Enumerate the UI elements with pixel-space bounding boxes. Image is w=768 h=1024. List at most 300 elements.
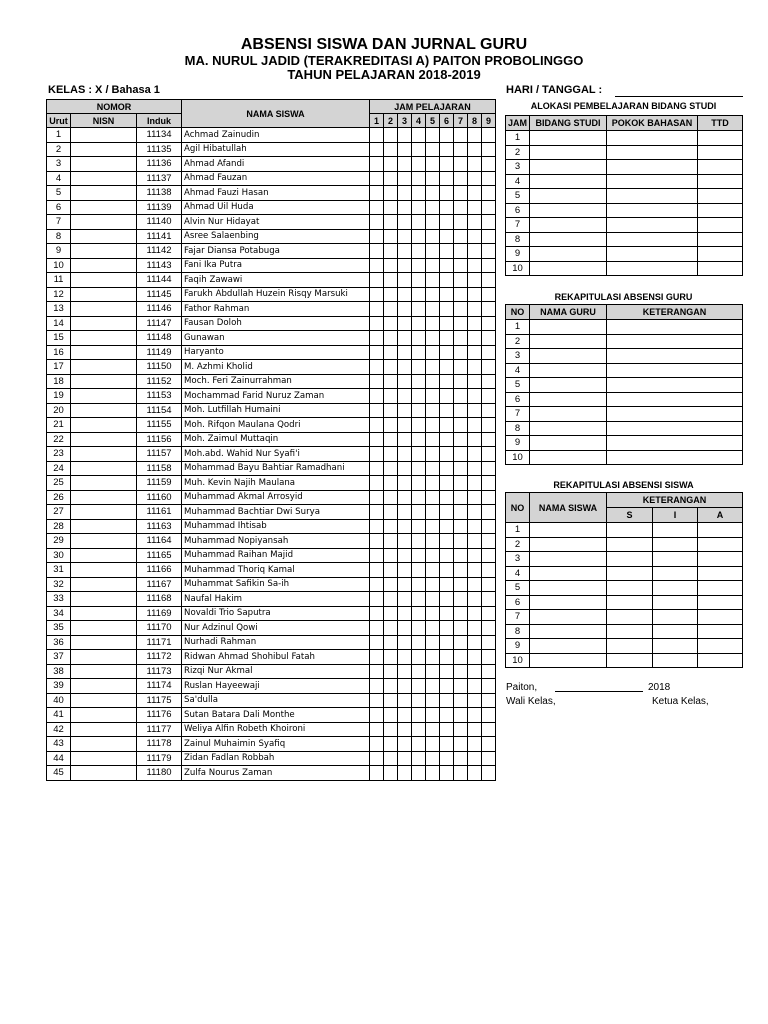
- attendance-cell: [370, 722, 384, 737]
- attendance-cell: [454, 635, 468, 650]
- row-number: 1: [506, 320, 530, 335]
- attendance-cell: [384, 693, 398, 708]
- empty-cell: [530, 334, 607, 349]
- table-row: [506, 378, 743, 393]
- attendance-cell: [370, 447, 384, 462]
- table-row: [506, 320, 743, 335]
- attendance-cell: [454, 737, 468, 752]
- attendance-cell: [468, 418, 482, 433]
- nisn-cell: [71, 258, 137, 273]
- induk-cell: 11150: [137, 360, 182, 375]
- empty-cell: [607, 581, 653, 596]
- induk-cell: 11169: [137, 606, 182, 621]
- attendance-cell: [412, 331, 426, 346]
- table-row: [47, 142, 496, 157]
- empty-cell: [530, 566, 607, 581]
- attendance-cell: [440, 186, 454, 201]
- empty-cell: [530, 624, 607, 639]
- attendance-cell: [412, 302, 426, 317]
- attendance-cell: [398, 708, 412, 723]
- attendance-cell: [412, 389, 426, 404]
- attendance-cell: [370, 592, 384, 607]
- attendance-cell: [370, 287, 384, 302]
- attendance-cell: [398, 737, 412, 752]
- attendance-cell: [384, 215, 398, 230]
- attendance-cell: [412, 563, 426, 578]
- attendance-cell: [384, 476, 398, 491]
- induk-cell: 11164: [137, 534, 182, 549]
- empty-cell: [698, 160, 743, 175]
- attendance-cell: [440, 679, 454, 694]
- row-number: 2: [506, 334, 530, 349]
- attendance-cell: [412, 360, 426, 375]
- attendance-cell: [370, 432, 384, 447]
- row-number: 3: [506, 160, 530, 175]
- nisn-cell: [71, 664, 137, 679]
- nisn-cell: [71, 360, 137, 375]
- induk-cell: 11137: [137, 171, 182, 186]
- attendance-cell: [454, 403, 468, 418]
- induk-cell: 11166: [137, 563, 182, 578]
- empty-cell: [607, 523, 653, 538]
- table-row: [47, 244, 496, 259]
- attendance-cell: [412, 679, 426, 694]
- nisn-cell: [71, 418, 137, 433]
- student-name-cell: Rizqi Nur Akmal: [182, 664, 370, 679]
- table-row: [47, 389, 496, 404]
- attendance-cell: [454, 360, 468, 375]
- empty-cell: [530, 450, 607, 465]
- attendance-cell: [384, 708, 398, 723]
- nisn-cell: [71, 171, 137, 186]
- attendance-cell: [454, 171, 468, 186]
- attendance-cell: [398, 200, 412, 215]
- table-row: [506, 450, 743, 465]
- nisn-cell: [71, 432, 137, 447]
- urut-cell: 21: [47, 418, 71, 433]
- induk-cell: 11147: [137, 316, 182, 331]
- attendance-cell: [454, 461, 468, 476]
- attendance-cell: [412, 577, 426, 592]
- empty-cell: [607, 624, 653, 639]
- attendance-cell: [468, 273, 482, 288]
- attendance-cell: [426, 389, 440, 404]
- nisn-cell: [71, 244, 137, 259]
- urut-cell: 16: [47, 345, 71, 360]
- table-row: [506, 349, 743, 364]
- attendance-cell: [454, 186, 468, 201]
- table-row: [506, 566, 743, 581]
- student-name-cell: Ahmad Fauzi Hasan: [182, 186, 370, 201]
- table-row: [47, 534, 496, 549]
- attendance-cell: [384, 737, 398, 752]
- nisn-cell: [71, 142, 137, 157]
- urut-cell: 25: [47, 476, 71, 491]
- rekap-siswa-table: [505, 492, 743, 668]
- row-number: 9: [506, 247, 530, 262]
- urut-cell: 30: [47, 548, 71, 563]
- row-number: 8: [506, 624, 530, 639]
- alokasi-header: BIDANG STUDI: [530, 116, 607, 131]
- row-number: 10: [506, 450, 530, 465]
- attendance-cell: [440, 693, 454, 708]
- attendance-cell: [468, 577, 482, 592]
- attendance-cell: [454, 287, 468, 302]
- empty-cell: [698, 537, 743, 552]
- attendance-cell: [412, 374, 426, 389]
- attendance-cell: [398, 215, 412, 230]
- table-row: [506, 218, 743, 233]
- attendance-cell: [384, 490, 398, 505]
- attendance-cell: [426, 563, 440, 578]
- nisn-cell: [71, 722, 137, 737]
- student-name-cell: Muhammad Thoriq Kamal: [182, 563, 370, 578]
- table-row: [47, 592, 496, 607]
- empty-cell: [607, 334, 743, 349]
- empty-cell: [698, 552, 743, 567]
- student-name-cell: Fajar Diansa Potabuga: [182, 244, 370, 259]
- nisn-cell: [71, 766, 137, 781]
- attendance-cell: [468, 186, 482, 201]
- table-row: [47, 215, 496, 230]
- date-label: HARI / TANGGAL :: [506, 84, 603, 96]
- table-row: [47, 635, 496, 650]
- attendance-cell: [370, 244, 384, 259]
- nisn-cell: [71, 650, 137, 665]
- student-name-cell: Haryanto: [182, 345, 370, 360]
- attendance-cell: [468, 345, 482, 360]
- attendance-cell: [440, 331, 454, 346]
- empty-cell: [698, 624, 743, 639]
- attendance-cell: [412, 432, 426, 447]
- table-row: [506, 537, 743, 552]
- attendance-cell: [398, 244, 412, 259]
- attendance-cell: [384, 447, 398, 462]
- empty-cell: [530, 247, 607, 262]
- attendance-cell: [426, 447, 440, 462]
- empty-cell: [530, 610, 607, 625]
- attendance-cell: [440, 577, 454, 592]
- attendance-cell: [384, 679, 398, 694]
- attendance-cell: [468, 722, 482, 737]
- attendance-cell: [370, 273, 384, 288]
- attendance-cell: [426, 345, 440, 360]
- table-row: [47, 650, 496, 665]
- attendance-cell: [440, 650, 454, 665]
- row-number: 10: [506, 261, 530, 276]
- attendance-cell: [426, 737, 440, 752]
- attendance-cell: [440, 548, 454, 563]
- empty-cell: [530, 639, 607, 654]
- attendance-cell: [440, 287, 454, 302]
- urut-cell: 40: [47, 693, 71, 708]
- empty-cell: [607, 552, 653, 567]
- student-name-cell: Muh. Kevin Najih Maulana: [182, 476, 370, 491]
- empty-cell: [698, 566, 743, 581]
- attendance-cell: [384, 374, 398, 389]
- attendance-cell: [426, 374, 440, 389]
- table-row: [47, 229, 496, 244]
- attendance-cell: [468, 403, 482, 418]
- table-row: [47, 171, 496, 186]
- empty-cell: [530, 407, 607, 422]
- attendance-cell: [482, 621, 496, 636]
- table-row: [47, 693, 496, 708]
- attendance-cell: [370, 563, 384, 578]
- attendance-cell: [454, 606, 468, 621]
- attendance-cell: [440, 128, 454, 143]
- urut-cell: 26: [47, 490, 71, 505]
- induk-cell: 11156: [137, 432, 182, 447]
- induk-cell: 11160: [137, 490, 182, 505]
- attendance-cell: [440, 766, 454, 781]
- induk-cell: 11143: [137, 258, 182, 273]
- table-row: [506, 247, 743, 262]
- attendance-cell: [482, 258, 496, 273]
- attendance-cell: [426, 476, 440, 491]
- alokasi-table: [505, 115, 743, 276]
- attendance-cell: [412, 258, 426, 273]
- attendance-cell: [398, 534, 412, 549]
- induk-cell: 11174: [137, 679, 182, 694]
- row-number: 9: [506, 436, 530, 451]
- attendance-cell: [370, 664, 384, 679]
- alokasi-header: JAM: [506, 116, 530, 131]
- attendance-cell: [384, 287, 398, 302]
- empty-cell: [530, 232, 607, 247]
- attendance-cell: [440, 200, 454, 215]
- attendance-cell: [412, 505, 426, 520]
- attendance-cell: [398, 476, 412, 491]
- attendance-cell: [398, 563, 412, 578]
- row-number: 1: [506, 523, 530, 538]
- attendance-cell: [426, 664, 440, 679]
- urut-cell: 36: [47, 635, 71, 650]
- table-row: [47, 403, 496, 418]
- attendance-cell: [482, 490, 496, 505]
- attendance-cell: [468, 374, 482, 389]
- row-number: 8: [506, 421, 530, 436]
- empty-cell: [607, 450, 743, 465]
- empty-cell: [530, 349, 607, 364]
- attendance-cell: [468, 693, 482, 708]
- induk-cell: 11167: [137, 577, 182, 592]
- urut-cell: 42: [47, 722, 71, 737]
- attendance-cell: [468, 635, 482, 650]
- attendance-cell: [370, 737, 384, 752]
- student-name-cell: Muhammad Nopiyansah: [182, 534, 370, 549]
- empty-cell: [607, 247, 698, 262]
- empty-cell: [607, 261, 698, 276]
- urut-cell: 41: [47, 708, 71, 723]
- nisn-cell: [71, 563, 137, 578]
- attendance-cell: [454, 128, 468, 143]
- induk-cell: 11155: [137, 418, 182, 433]
- student-name-cell: Asree Salaenbing: [182, 229, 370, 244]
- nisn-cell: [71, 215, 137, 230]
- attendance-cell: [426, 229, 440, 244]
- attendance-cell: [398, 722, 412, 737]
- student-name-cell: Muhammad Akmal Arrosyid: [182, 490, 370, 505]
- attendance-cell: [370, 751, 384, 766]
- induk-cell: 11171: [137, 635, 182, 650]
- attendance-cell: [426, 171, 440, 186]
- attendance-cell: [370, 403, 384, 418]
- attendance-cell: [398, 302, 412, 317]
- attendance-cell: [412, 606, 426, 621]
- induk-cell: 11144: [137, 273, 182, 288]
- nisn-cell: [71, 403, 137, 418]
- attendance-cell: [398, 258, 412, 273]
- attendance-cell: [440, 476, 454, 491]
- attendance-cell: [454, 432, 468, 447]
- induk-cell: 11168: [137, 592, 182, 607]
- attendance-cell: [398, 331, 412, 346]
- empty-cell: [607, 203, 698, 218]
- table-row: [506, 174, 743, 189]
- empty-cell: [607, 145, 698, 160]
- attendance-cell: [412, 287, 426, 302]
- table-row: [506, 334, 743, 349]
- table-row: [47, 708, 496, 723]
- attendance-cell: [384, 461, 398, 476]
- rekap-guru-header: NAMA GURU: [530, 305, 607, 320]
- attendance-cell: [426, 650, 440, 665]
- table-row: [47, 374, 496, 389]
- row-number: 9: [506, 639, 530, 654]
- attendance-cell: [454, 708, 468, 723]
- student-name-cell: Muhammad Raihan Majid: [182, 548, 370, 563]
- attendance-cell: [370, 476, 384, 491]
- attendance-cell: [412, 708, 426, 723]
- attendance-cell: [370, 679, 384, 694]
- attendance-cell: [412, 592, 426, 607]
- empty-cell: [653, 552, 698, 567]
- nisn-cell: [71, 693, 137, 708]
- attendance-cell: [426, 142, 440, 157]
- attendance-cell: [440, 635, 454, 650]
- student-name-cell: Mohammad Bayu Bahtiar Ramadhani: [182, 461, 370, 476]
- induk-cell: 11178: [137, 737, 182, 752]
- attendance-cell: [370, 258, 384, 273]
- attendance-cell: [454, 563, 468, 578]
- induk-cell: 11138: [137, 186, 182, 201]
- table-row: [47, 345, 496, 360]
- empty-cell: [698, 131, 743, 146]
- student-name-cell: Farukh Abdullah Huzein Risqy Marsuki: [182, 287, 370, 302]
- attendance-cell: [454, 650, 468, 665]
- rekap-guru-header: NO: [506, 305, 530, 320]
- row-number: 3: [506, 349, 530, 364]
- empty-cell: [607, 421, 743, 436]
- attendance-cell: [398, 374, 412, 389]
- attendance-cell: [454, 548, 468, 563]
- urut-cell: 11: [47, 273, 71, 288]
- attendance-cell: [384, 360, 398, 375]
- table-row: [47, 418, 496, 433]
- empty-cell: [607, 174, 698, 189]
- attendance-cell: [412, 345, 426, 360]
- attendance-cell: [482, 534, 496, 549]
- table-row: [506, 407, 743, 422]
- row-number: 6: [506, 392, 530, 407]
- empty-cell: [698, 218, 743, 233]
- urut-cell: 44: [47, 751, 71, 766]
- empty-cell: [530, 131, 607, 146]
- table-row: [506, 392, 743, 407]
- nisn-cell: [71, 577, 137, 592]
- attendance-cell: [454, 693, 468, 708]
- attendance-cell: [468, 534, 482, 549]
- attendance-cell: [440, 447, 454, 462]
- row-number: 5: [506, 378, 530, 393]
- induk-cell: 11139: [137, 200, 182, 215]
- header-jam-7: 7: [454, 114, 468, 128]
- student-name-cell: Zulfa Nourus Zaman: [182, 766, 370, 781]
- empty-cell: [653, 624, 698, 639]
- attendance-cell: [482, 476, 496, 491]
- attendance-cell: [440, 708, 454, 723]
- attendance-cell: [454, 200, 468, 215]
- table-row: [47, 664, 496, 679]
- urut-cell: 3: [47, 157, 71, 172]
- attendance-cell: [384, 331, 398, 346]
- attendance-cell: [370, 171, 384, 186]
- attendance-cell: [426, 273, 440, 288]
- attendance-cell: [482, 128, 496, 143]
- place-label: Paiton,: [506, 682, 538, 693]
- urut-cell: 19: [47, 389, 71, 404]
- attendance-cell: [370, 331, 384, 346]
- induk-cell: 11159: [137, 476, 182, 491]
- nisn-cell: [71, 476, 137, 491]
- attendance-cell: [370, 766, 384, 781]
- attendance-cell: [468, 302, 482, 317]
- attendance-cell: [482, 418, 496, 433]
- attendance-cell: [370, 708, 384, 723]
- table-row: [47, 186, 496, 201]
- attendance-cell: [412, 200, 426, 215]
- attendance-cell: [440, 389, 454, 404]
- attendance-cell: [370, 215, 384, 230]
- urut-cell: 31: [47, 563, 71, 578]
- header-nama-siswa: NAMA SISWA: [530, 493, 607, 523]
- empty-cell: [607, 653, 653, 668]
- attendance-cell: [412, 128, 426, 143]
- attendance-cell: [468, 751, 482, 766]
- attendance-cell: [468, 650, 482, 665]
- urut-cell: 27: [47, 505, 71, 520]
- attendance-cell: [454, 621, 468, 636]
- table-row: [47, 766, 496, 781]
- attendance-cell: [440, 751, 454, 766]
- attendance-cell: [426, 360, 440, 375]
- attendance-cell: [412, 186, 426, 201]
- attendance-cell: [398, 142, 412, 157]
- nisn-cell: [71, 302, 137, 317]
- attendance-cell: [468, 287, 482, 302]
- attendance-cell: [482, 548, 496, 563]
- attendance-cell: [384, 316, 398, 331]
- induk-cell: 11173: [137, 664, 182, 679]
- urut-cell: 12: [47, 287, 71, 302]
- empty-cell: [607, 349, 743, 364]
- attendance-cell: [440, 302, 454, 317]
- attendance-cell: [468, 592, 482, 607]
- urut-cell: 2: [47, 142, 71, 157]
- nisn-cell: [71, 679, 137, 694]
- table-row: [47, 258, 496, 273]
